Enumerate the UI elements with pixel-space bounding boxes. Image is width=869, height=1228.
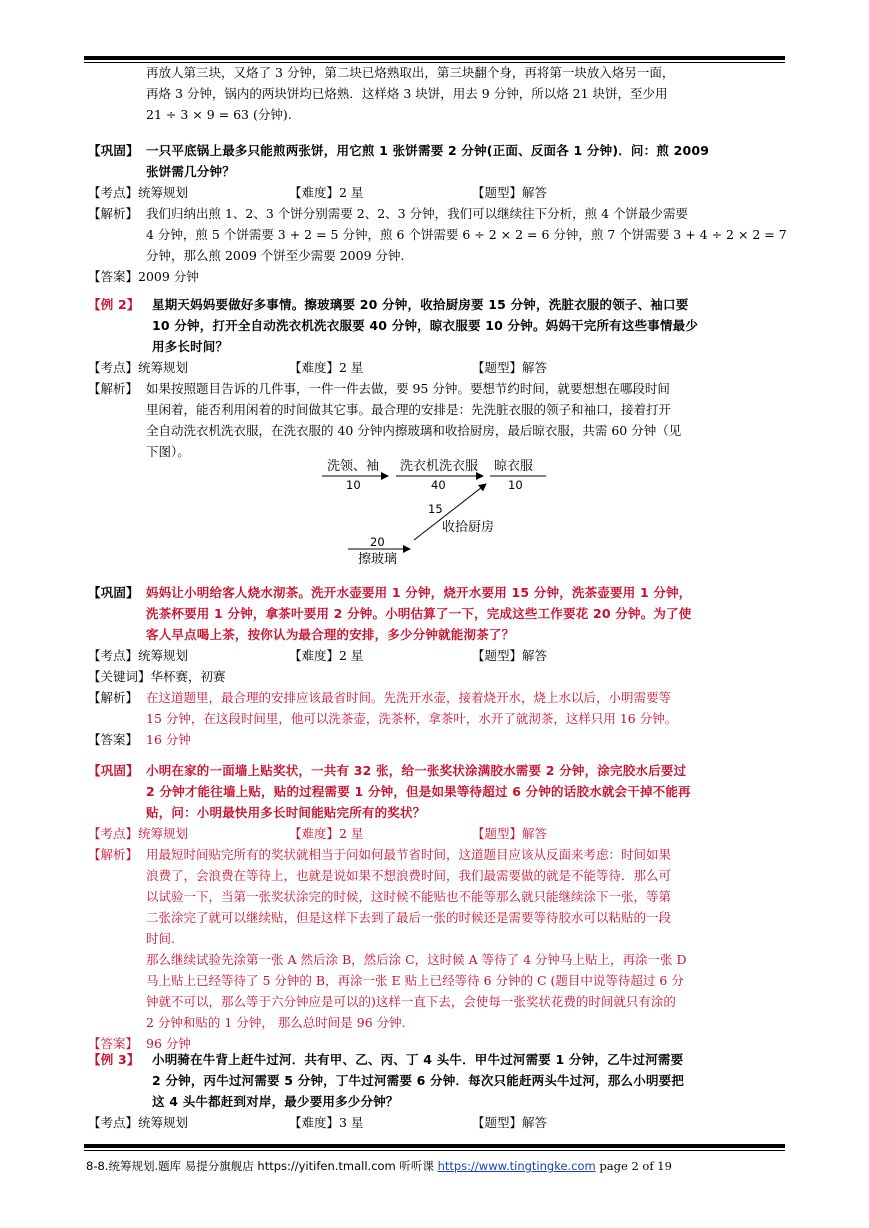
jiexi-tag: 【解析】: [88, 847, 139, 862]
schedule-diagram-svg: [318, 452, 558, 570]
footer-source: 8-8.统筹规划.题库 易提分旗舰店 https://yitifen.tmall.com 听听课: [86, 1159, 438, 1173]
jiexi-line: 15 分钟，在这段时间里，他可以洗茶壶，洗茶杯，拿茶叶，水开了就沏茶，这样只用 16 分钟。: [146, 711, 678, 726]
kaodian: 【考点】统筹规划: [88, 648, 189, 663]
answer: 【答案】2009 分钟: [88, 269, 199, 284]
jiexi-line: 全自动洗衣机洗衣服，在洗衣服的 40 分钟内擦玻璃和收拾厨房，最后晾衣服，共需 60 分钟（见: [146, 423, 682, 438]
tixing: 【题型】解答: [472, 360, 548, 375]
question-line: 小明骑在牛背上赶牛过河．共有甲、乙、丙、丁 4 头牛．甲牛过河需要 1 分钟，乙牛过河需要: [152, 1052, 684, 1067]
question-line: 一只平底锅上最多只能煎两张饼，用它煎 1 张饼需要 2 分钟(正面、反面各 1 分钟)．问：煎 2009: [146, 143, 710, 158]
question-line: 小明在家的一面墙上贴奖状，一共有 32 张，给一张奖状涂满胶水需要 2 分钟，涂完胶水后要过: [146, 763, 687, 778]
task-time-hang-clothes: 10: [508, 478, 523, 492]
jiexi-tag: 【解析】: [88, 381, 139, 396]
jiexi-tag: 【解析】: [88, 206, 139, 221]
question-line: 妈妈让小明给客人烧水沏茶。洗开水壶要用 1 分钟，烧开水要用 15 分钟，洗茶壶要用 1 分钟，: [146, 585, 692, 600]
text-line: 再烙 3 分钟，锅内的两块饼均已烙熟．这样烙 3 块饼，用去 9 分钟，所以烙 21 块饼，至少用: [146, 86, 668, 101]
footer-link[interactable]: https://www.tingtingke.com: [437, 1159, 596, 1173]
nandu: 【难度】2 星: [289, 360, 364, 375]
task-label-hang-clothes: 晾衣服: [494, 459, 534, 474]
text-line: 21 ÷ 3 × 9 = 63 (分钟).: [146, 107, 292, 122]
question-line: 张饼需几分钟？: [146, 164, 235, 179]
task-label-wash-collar: 洗领、袖: [327, 459, 380, 474]
tixing: 【题型】解答: [472, 826, 548, 841]
task-time-wipe-glass: 20: [370, 535, 385, 549]
jiexi-line: 钟就不可以，那么等于六分钟应是可以的)这样一直下去，会使每一张奖状花费的时间就只有涂的: [146, 994, 676, 1009]
jiexi-line: 分钟，那么煎 2009 个饼至少需要 2009 分钟.: [146, 248, 405, 263]
text-line: 再放人第三块，又烙了 3 分钟，第二块已烙熟取出，第三块翻个身，再将第一块放入烙另一面，: [146, 65, 675, 80]
question-line: 贴，问：小明最快用多长时间能贴完所有的奖状？: [146, 805, 426, 820]
kaodian: 【考点】统筹规划: [88, 185, 189, 200]
nandu: 【难度】2 星: [289, 826, 364, 841]
jiexi-line: 里闲着，能否利用闲着的时间做其它事。最合理的安排是：先洗脏衣服的领子和袖口，接着打开: [146, 402, 672, 417]
question-line: 这 4 头牛都赶到对岸，最少要用多少分钟？: [152, 1094, 399, 1109]
jiexi-line: 时间.: [146, 931, 175, 946]
problem-tag: 【巩固】: [88, 585, 139, 600]
jiexi-line: 以试验一下，当第一张奖状涂完的时候，这时候不能贴也不能等那么就只能继续涂下一张，等第: [146, 889, 672, 904]
jiexi-line: 下图）。: [146, 444, 190, 459]
question-line: 用多长时间？: [152, 339, 229, 354]
nandu: 【难度】3 星: [289, 1115, 364, 1130]
jiexi-line: 4 分钟，煎 5 个饼需要 3 + 2 = 5 分钟，煎 6 个饼需要 6 ÷ 2 × 2 = 6 分钟，煎 7 个饼需要 3 + 4 ÷ 2 × 2 = 7: [146, 227, 787, 242]
tixing: 【题型】解答: [472, 1115, 548, 1130]
tixing: 【题型】解答: [472, 185, 548, 200]
problem-tag: 【例 2】: [88, 297, 140, 312]
schedule-diagram: [318, 452, 558, 570]
problem-tag: 【巩固】: [88, 763, 139, 778]
question-line: 2 分钟，丙牛过河需要 5 分钟，丁牛过河需要 6 分钟．每次只能赶两头牛过河，那么小明要把: [152, 1073, 685, 1088]
nandu: 【难度】2 星: [289, 648, 364, 663]
jiexi-line: 用最短时间贴完所有的奖状就相当于问如何最节省时间，这道题目应该从反面来考虑：时间如果: [146, 847, 672, 862]
task-label-wipe-glass: 擦玻璃: [358, 552, 398, 567]
header-rule-thick: [84, 56, 785, 60]
footer-rule-thin: [84, 1150, 785, 1151]
jiexi-line: 2 分钟和贴的 1 分钟， 那么总时间是 96 分钟.: [146, 1015, 406, 1030]
kaodian: 【考点】统筹规划: [88, 826, 189, 841]
jiexi-line: 马上贴上已经等待了 5 分钟的 B，再涂一张 E 贴上已经等待 6 分钟的 C (题目中说等待超过 6 分: [146, 973, 684, 988]
answer-tag: 【答案】: [88, 1036, 139, 1051]
jiexi-tag: 【解析】: [88, 690, 139, 705]
question-line: 2 分钟才能往墙上贴，贴的过程需要 1 分钟，但是如果等待超过 6 分钟的话胶水就会干掉不能再: [146, 784, 691, 799]
jiexi-line: 我们归纳出煎 1、2、3 个饼分别需要 2、2、3 分钟，我们可以继续往下分析，煎 4 个饼最少需要: [146, 206, 689, 221]
page-footer: [86, 1156, 786, 1177]
tixing: 【题型】解答: [472, 648, 548, 663]
jiexi-line: 在这道题里，最合理的安排应该最省时间。先洗开水壶，接着烧开水，烧上水以后，小明需要等: [146, 690, 672, 705]
problem-tag: 【巩固】: [88, 143, 139, 158]
nandu: 【难度】2 星: [289, 185, 364, 200]
answer-value: 96 分钟: [146, 1036, 191, 1051]
keywords: 【关键词】华杯赛，初赛: [88, 669, 226, 684]
answer-value: 16 分钟: [146, 732, 191, 747]
page-number: page 2 of 19: [595, 1159, 672, 1173]
question-line: 客人早点喝上茶，按你认为最合理的安排，多少分钟就能沏茶了？: [146, 627, 515, 642]
task-time-washing-machine: 40: [431, 478, 446, 492]
task-time-wash-collar: 10: [346, 478, 361, 492]
answer-tag: 【答案】: [88, 732, 139, 747]
kaodian: 【考点】统筹规划: [88, 360, 189, 375]
kaodian: 【考点】统筹规划: [88, 1115, 189, 1130]
question-line: 星期天妈妈要做好多事情。擦玻璃要 20 分钟，收拾厨房要 15 分钟，洗脏衣服的领子、袖口要: [152, 297, 689, 312]
footer-rule-thick: [84, 1144, 785, 1148]
jiexi-line: 如果按照题目告诉的几件事，一件一件去做，要 95 分钟。要想节约时间，就要想想在哪段时间: [146, 381, 670, 396]
jiexi-line: 浪费了，会浪费在等待上，也就是说如果不想浪费时间，我们最需要做的就是不能等待．那么可: [146, 868, 672, 883]
question-line: 10 分钟，打开全自动洗衣机洗衣服要 40 分钟，晾衣服要 10 分钟。妈妈干完所有这些事情最少: [152, 318, 699, 333]
task-time-clean-kitchen: 15: [428, 502, 443, 516]
problem-tag: 【例 3】: [88, 1052, 140, 1067]
task-label-washing-machine: 洗衣机洗衣服: [400, 459, 479, 474]
jiexi-line: 那么继续试验先涂第一张 A 然后涂 B，然后涂 C，这时候 A 等待了 4 分钟马上贴上，再涂一张 D: [146, 952, 687, 967]
task-label-clean-kitchen: 收拾厨房: [442, 520, 495, 535]
question-line: 洗茶杯要用 1 分钟，拿茶叶要用 2 分钟。小明估算了一下，完成这些工作要花 20 分钟。为了使: [146, 606, 692, 621]
jiexi-line: 二张涂完了就可以继续贴，但是这样下去到了最后一张的时候还是需要等待胶水可以粘贴的一段: [146, 910, 672, 925]
